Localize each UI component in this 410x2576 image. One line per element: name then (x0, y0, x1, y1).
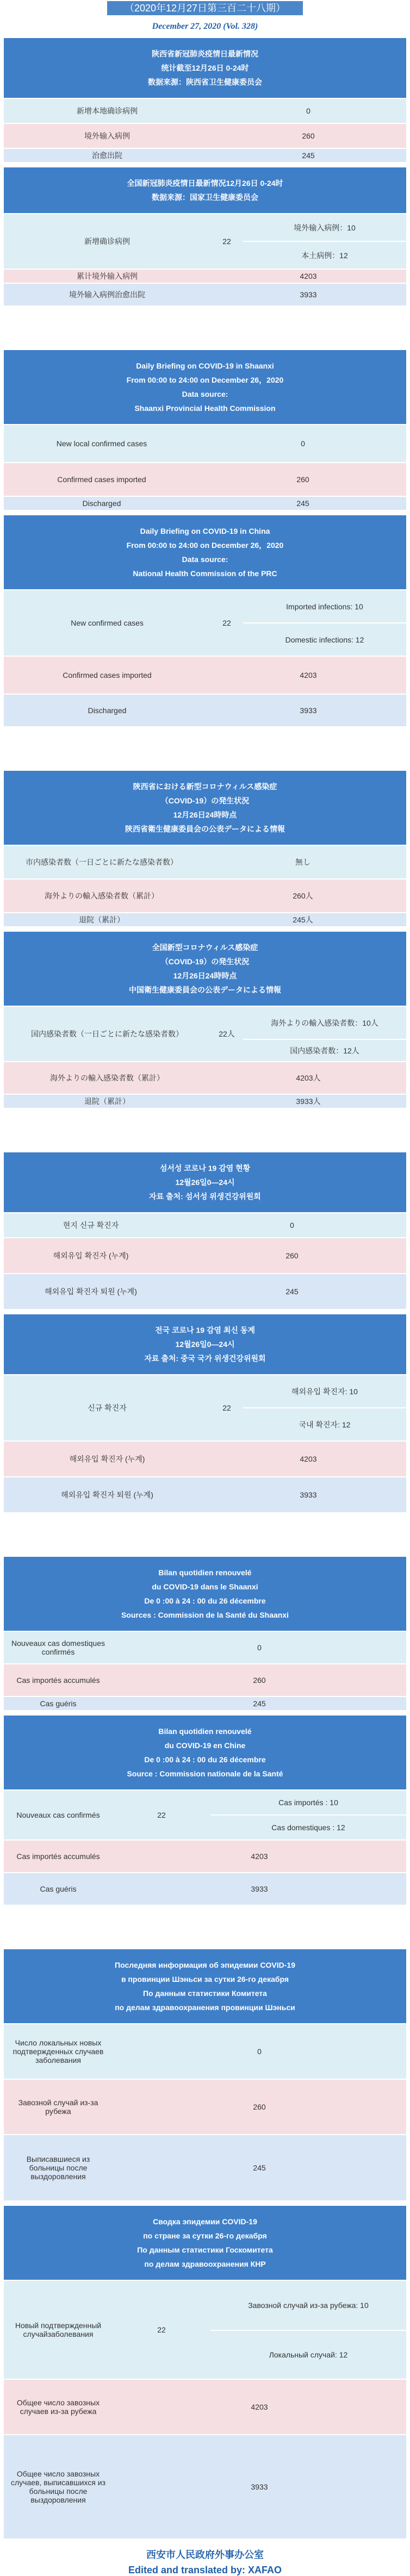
ru-shaanxi-table (4, 2023, 406, 2201)
table-row (4, 1697, 406, 1710)
table-row (4, 270, 406, 283)
section-zh (4, 38, 406, 307)
title-line: 섬서성 코로나 19 감염 현황 (159, 1164, 251, 1172)
title-line: Bilan quotidien renouvelé (158, 1727, 252, 1736)
section-en (4, 350, 406, 727)
zh-shaanxi-table (4, 98, 406, 163)
table-row (4, 497, 406, 510)
title-line: Daily Briefing on COVID-19 in Shaanxi (136, 361, 274, 370)
ja-china-block (4, 932, 406, 1109)
title-line: 陝西省における新型コロナウィルス感染症 (133, 782, 277, 791)
row-label: 退院（累計） (4, 1095, 210, 1108)
row-value: 260 (178, 1238, 406, 1273)
row-value: 260人 (200, 880, 406, 912)
row-label: Confirmed cases imported (4, 657, 210, 694)
row-label: 累计境外输入病例 (4, 270, 210, 283)
footer-office: 西安市人民政府外事办公室 (146, 2549, 264, 2560)
title-line: Bilan quotidien renouvelé (158, 1568, 252, 1577)
zh-shaanxi-block (4, 38, 406, 163)
row-value: 0 (210, 99, 406, 123)
table-row (4, 2080, 406, 2134)
row-value: 0 (200, 425, 406, 462)
page (0, 1, 410, 2575)
fr-china-block (4, 1716, 406, 1906)
local-cases: 国内感染者数：12人 (243, 1040, 406, 1061)
new-cases-label: 国内感染者数（一日ごとに新たな感染者数） (4, 1007, 210, 1061)
table-row (4, 149, 406, 162)
title-line: Сводка эпидемии COVID-19 (153, 2217, 257, 2226)
title-line: 统计截至12月26日 0-24时 (161, 64, 249, 72)
table-row (4, 913, 406, 926)
fr-china-title (4, 1716, 406, 1789)
table-row (4, 2135, 406, 2200)
zh-china-block (4, 167, 406, 307)
title-line: du COVID-19 dans le Shaanxi (152, 1582, 258, 1591)
row-label: Cas guéris (4, 1697, 113, 1710)
row-label: 海外よりの輸入感染者数（累計） (4, 1062, 210, 1094)
fr-china-table (4, 1789, 406, 1906)
table-row (4, 846, 406, 878)
row-value: 4203人 (210, 1062, 406, 1094)
table-row (4, 1632, 406, 1663)
row-value: 245 (113, 1697, 406, 1710)
table-row (4, 657, 406, 694)
table-row (4, 1841, 406, 1872)
row-value: 4203 (113, 2380, 406, 2434)
row-label: 해외유입 확진자 퇴원 (누계) (4, 1274, 178, 1309)
title-line: Sources : Commission de la Santé du Shaanxi (121, 1611, 289, 1619)
table-row (4, 1664, 406, 1696)
row-label: Cas importés accumulés (4, 1841, 113, 1872)
zh-shaanxi-title (4, 38, 406, 98)
ja-shaanxi-block (4, 771, 406, 927)
table-row (4, 2380, 406, 2434)
row-value: 無し (200, 846, 406, 878)
section-fr (4, 1557, 406, 1906)
local-cases: 本土病例：12 (243, 242, 406, 269)
title-line: по делам здравоохранения провинции Шэньси (115, 2003, 295, 2012)
table-row (4, 1007, 406, 1039)
row-value: 4203 (210, 1442, 406, 1476)
row-value: 260 (113, 1664, 406, 1696)
en-china-table (4, 589, 406, 727)
fr-shaanxi-title (4, 1557, 406, 1631)
row-value: 245 (210, 149, 406, 162)
en-china-title (4, 515, 406, 589)
title-line: По данным статистики Госкомитета (137, 2246, 273, 2254)
table-row (4, 880, 406, 912)
title-line: Data source: (182, 555, 228, 564)
row-label: Nouveaux cas domestiques confirmés (4, 1632, 113, 1663)
row-label: Общее число завозных случаев из-за рубежа (4, 2380, 113, 2434)
imported-cases: Imported infections: 10 (243, 590, 406, 622)
title-line: Последняя информация об эпидемии COVID-19 (115, 1961, 295, 1969)
table-row (4, 590, 406, 622)
new-cases-label: 新增确诊病例 (4, 214, 210, 269)
en-shaanxi-title (4, 350, 406, 424)
local-cases: Domestic infections: 12 (243, 623, 406, 656)
row-value: 3933 (113, 2435, 406, 2538)
title-line: 12월26일0—24시 (175, 1340, 235, 1349)
title-line: From 00:00 to 24:00 on December 26，2020 (126, 541, 284, 550)
imported-cases: 해외유입 확진자: 10 (243, 1375, 406, 1407)
row-label: 市内感染者数（一日ごとに新たな感染者数） (4, 846, 200, 878)
issue-banner: （2020年12月27日第三百二十八期） (107, 1, 303, 15)
table-row (4, 1274, 406, 1309)
title-line: Shaanxi Provincial Health Commission (134, 404, 276, 413)
title-line: 자료 출처: 중국 국가 위생건강위원회 (144, 1354, 266, 1363)
title-line: 陕西省新冠肺炎疫情日最新情况 (152, 49, 258, 58)
title-line: 12월26일0—24시 (175, 1178, 235, 1187)
row-label: 退院（累計） (4, 913, 200, 926)
footer (0, 2547, 410, 2576)
section-ru (4, 1949, 406, 2540)
ko-shaanxi-table (4, 1212, 406, 1310)
ja-shaanxi-table (4, 845, 406, 927)
new-cases-label: 신규 확진자 (4, 1375, 210, 1440)
table-row (4, 425, 406, 462)
row-value: 3933 (113, 1873, 406, 1905)
ko-shaanxi-block (4, 1152, 406, 1310)
table-row (4, 284, 406, 305)
ru-shaanxi-block (4, 1949, 406, 2201)
title-line: По данным статистики Комитета (143, 1989, 267, 1998)
title-line: 数据来源：国家卫生健康委员会 (152, 193, 258, 202)
table-row (4, 1062, 406, 1094)
row-value: 3933 (210, 1477, 406, 1512)
new-cases-total: 22 (210, 1375, 243, 1440)
ja-china-title (4, 932, 406, 1006)
row-label: New local confirmed cases (4, 425, 200, 462)
ja-shaanxi-title (4, 771, 406, 845)
local-cases: 국내 확진자: 12 (243, 1408, 406, 1440)
imported-cases: Завозной случай из-за рубежа: 10 (210, 2281, 406, 2330)
row-label: 新增本地确诊病例 (4, 99, 210, 123)
title-line: 자료 출처: 섬서성 위생건강위원회 (149, 1192, 261, 1201)
title-line: по делам здравоохранения КНР (144, 2260, 266, 2268)
row-label: 境外输入病例治愈出院 (4, 284, 210, 305)
table-row (4, 99, 406, 123)
en-china-block (4, 515, 406, 727)
row-value: 245人 (200, 913, 406, 926)
row-label: Выписавшиеся из больницы после выздоровления (4, 2135, 113, 2200)
en-shaanxi-block (4, 350, 406, 511)
table-row (4, 2281, 406, 2330)
table-row (4, 1791, 406, 1814)
row-label: Confirmed cases imported (4, 463, 200, 496)
row-label: Число локальных новых подтвержденных случаев заболевания (4, 2024, 113, 2079)
ko-shaanxi-title (4, 1152, 406, 1212)
title-line: （COVID-19）の発生状況 (160, 796, 250, 805)
imported-cases: 境外输入病例：10 (243, 214, 406, 241)
row-value: 245 (113, 2135, 406, 2200)
local-cases: Cas domestiques : 12 (210, 1816, 406, 1839)
row-label: Завозной случай из-за рубежа (4, 2080, 113, 2134)
table-row (4, 2024, 406, 2079)
title-line: 전국 코로나 19 감염 최신 동계 (155, 1326, 255, 1334)
section-ko (4, 1152, 406, 1513)
row-label: 해외유입 확진자 퇴원 (누계) (4, 1477, 210, 1512)
row-value: 245 (178, 1274, 406, 1309)
title-line: From 00:00 to 24:00 on December 26，2020 (126, 376, 284, 384)
title-line: 全国新冠肺炎疫情日最新情况12月26日 0-24时 (127, 179, 283, 188)
table-row (4, 2435, 406, 2538)
zh-china-table (4, 213, 406, 307)
fr-shaanxi-block (4, 1557, 406, 1711)
title-line: по стране за сутки 26-го декабря (143, 2231, 267, 2240)
imported-cases: Cas importés : 10 (210, 1791, 406, 1814)
table-row (4, 695, 406, 726)
fr-shaanxi-table (4, 1631, 406, 1711)
row-label: Cas guéris (4, 1873, 113, 1905)
title-line: Daily Briefing on COVID-19 in China (140, 527, 270, 535)
ru-shaanxi-title (4, 1949, 406, 2023)
row-value: 3933 (210, 695, 406, 726)
new-cases-label: New confirmed cases (4, 590, 210, 656)
ru-china-table (4, 2280, 406, 2540)
row-label: 治愈出院 (4, 149, 210, 162)
title-line: De 0 :00 à 24 : 00 du 26 décembre (144, 1596, 266, 1605)
title-line: Source : Commission nationale de la Santé (127, 1769, 283, 1778)
title-line: National Health Commission of the PRC (133, 569, 277, 578)
title-line: 陝西省衛生健康委員会の公表データによる情報 (125, 825, 285, 833)
row-value: 4203 (210, 657, 406, 694)
table-row (4, 1442, 406, 1476)
row-label: 海外よりの輸入感染者数（累計） (4, 880, 200, 912)
new-cases-total: 22 (113, 1791, 210, 1839)
row-label: Общее число завозных случаев, выписавшихся из больницы после выздоровления (4, 2435, 113, 2538)
title-line: （COVID-19）の発生状況 (160, 957, 250, 966)
ru-china-title (4, 2206, 406, 2280)
new-cases-total: 22 (113, 2281, 210, 2379)
imported-cases: 海外よりの輸入感染者数：10人 (243, 1007, 406, 1039)
row-value: 3933 (210, 284, 406, 305)
new-cases-label: Nouveaux cas confirmés (4, 1791, 113, 1839)
row-value: 4203 (113, 1841, 406, 1872)
table-row (4, 1213, 406, 1237)
table-row (4, 463, 406, 496)
title-line: De 0 :00 à 24 : 00 du 26 décembre (144, 1755, 266, 1764)
row-value: 0 (113, 1632, 406, 1663)
row-label: 해외유입 확진자 (누계) (4, 1238, 178, 1273)
row-value: 260 (113, 2080, 406, 2134)
title-line: Data source: (182, 390, 228, 398)
ko-china-block (4, 1314, 406, 1513)
ja-china-table (4, 1006, 406, 1109)
row-value: 260 (210, 124, 406, 148)
zh-china-title (4, 167, 406, 213)
table-row (4, 1873, 406, 1905)
new-cases-label: Новый подтвержденный случайзаболевания (4, 2281, 113, 2379)
ko-china-table (4, 1374, 406, 1513)
title-line: в провинции Шэньси за сутки 26-го декабря (121, 1975, 289, 1984)
new-cases-total: 22 (210, 590, 243, 656)
row-label: 해외유입 확진자 (누계) (4, 1442, 210, 1476)
row-value: 245 (200, 497, 406, 510)
row-value: 260 (200, 463, 406, 496)
row-value: 4203 (210, 270, 406, 283)
row-label: Cas importés accumulés (4, 1664, 113, 1696)
section-ja (4, 771, 406, 1109)
title-line: du COVID-19 en Chine (164, 1741, 246, 1750)
row-value: 3933人 (210, 1095, 406, 1108)
table-row (4, 1375, 406, 1407)
title-line: 12月26日24時時点 (173, 810, 237, 819)
table-row (4, 1095, 406, 1108)
table-row (4, 1477, 406, 1512)
new-cases-total: 22 (210, 214, 243, 269)
footer-credit: Edited and translated by: XAFAO (128, 2565, 282, 2575)
table-row (4, 214, 406, 241)
title-line: 中国衛生健康委員会の公表データによる情報 (129, 986, 281, 994)
new-cases-total: 22人 (210, 1007, 243, 1061)
title-line: 全国新型コロナウィルス感染症 (152, 943, 258, 952)
title-line: 数据来源：陕西省卫生健康委员会 (148, 78, 262, 86)
en-shaanxi-table (4, 424, 406, 511)
row-value: 0 (178, 1213, 406, 1237)
row-label: 境外输入病例 (4, 124, 210, 148)
local-cases: Локальный случай: 12 (210, 2331, 406, 2379)
ko-china-title (4, 1314, 406, 1374)
row-value: 0 (113, 2024, 406, 2079)
row-label: 현지 신규 확진자 (4, 1213, 178, 1237)
ru-china-block (4, 2206, 406, 2540)
row-label: Discharged (4, 695, 210, 726)
issue-date: December 27, 2020 (Vol. 328) (152, 22, 258, 31)
row-label: Discharged (4, 497, 200, 510)
table-row (4, 124, 406, 148)
table-row (4, 1238, 406, 1273)
title-line: 12月26日24時時点 (173, 971, 237, 980)
